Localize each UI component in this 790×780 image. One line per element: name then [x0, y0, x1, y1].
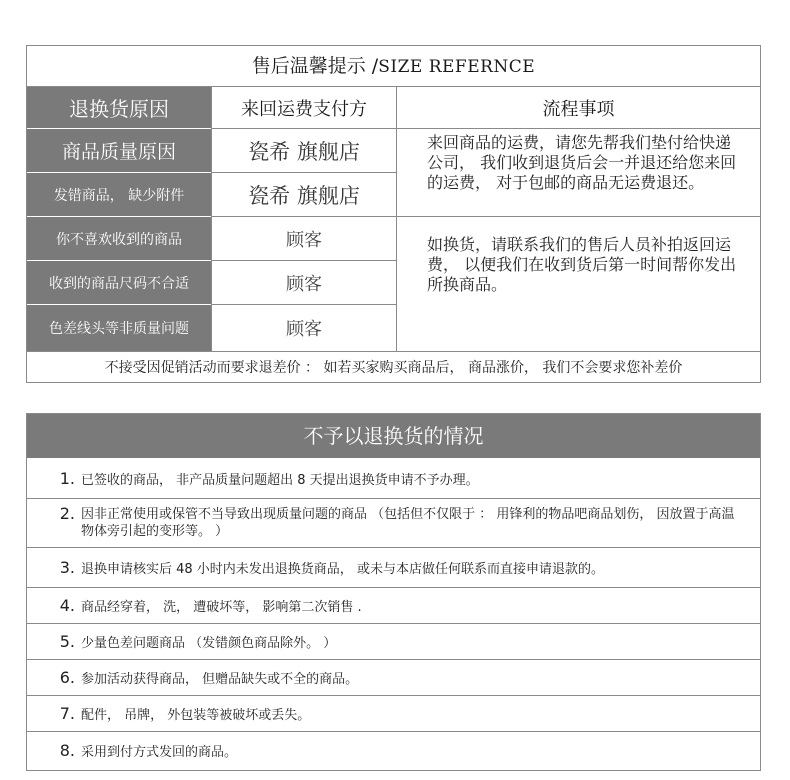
item-text: 少量色差问题商品 （发错颜色商品除外。 ） [81, 636, 337, 651]
payer-customer-3: 顾客 [211, 305, 396, 351]
item-number: 5. [59, 632, 75, 651]
payer-customer-1: 顾客 [211, 217, 396, 261]
process-store-paid: 来回商品的运费，请您先帮我们垫付给快递公司， 我们收到退货后会一并退还给您来回的运费， 对于包邮的商品无运费退还。 [396, 129, 760, 217]
header-process: 流程事项 [396, 87, 760, 129]
title-en: SIZE REFERNCE [378, 57, 536, 77]
item-text: 因非正常使用或保管不当导致出现质量问题的商品 （包括但不仅限于 ： 用锋利的物品吧商品划伤， 因放置于高温物体旁引起的变形等。 ） [81, 507, 735, 539]
reason-color: 色差线头等非质量问题 [27, 305, 211, 351]
list-item [27, 587, 760, 623]
reason-wrong-item: 发错商品， 缺少附件 [27, 173, 211, 217]
item-number: 8. [59, 741, 75, 760]
item-number: 1. [59, 468, 75, 488]
header-reason: 退换货原因 [27, 87, 211, 129]
item-text: 配件， 吊牌， 外包装等被破坏或丢失。 [81, 708, 311, 723]
list-item [27, 547, 760, 587]
item-number: 3. [59, 558, 75, 577]
item-number: 4. [59, 596, 75, 615]
after-sales-title [27, 46, 760, 87]
list-item [27, 731, 760, 769]
payer-store-1: 瓷希 旗舰店 [211, 129, 396, 173]
payer-store-2: 瓷希 旗舰店 [211, 173, 396, 217]
process-customer-paid: 如换货，请联系我们的售后人员补拍返回运费， 以便我们在收到货后第一时间帮你发出所换商品。 [396, 217, 760, 351]
item-text: 已签收的商品， 非产品质量问题超出 8 天提出退换货申请不予办理。 [81, 472, 479, 488]
no-return-title: 不予以退换货的情况 [27, 414, 760, 458]
no-return-list [27, 458, 760, 769]
list-item [27, 458, 760, 498]
item-text: 采用到付方式发回的商品。 [81, 745, 238, 760]
payer-customer-2: 顾客 [211, 261, 396, 305]
list-item [27, 498, 760, 547]
item-number: 7. [59, 704, 75, 723]
item-text: 退换申请核实后 48 小时内未发出退换货商品， 或未与本店做任何联系而直接申请退款的。 [81, 562, 604, 577]
reason-size: 收到的商品尺码不合适 [27, 261, 211, 305]
list-item [27, 695, 760, 731]
header-payer: 来回运费支付方 [211, 87, 396, 129]
item-text: 商品经穿着， 洗， 遭破坏等， 影响第二次销售 . [81, 600, 362, 615]
reason-quality: 商品质量原因 [27, 129, 211, 173]
item-number: 2. [59, 504, 75, 523]
no-return-table [26, 413, 761, 771]
price-difference-note: 不接受因促销活动而要求退差价 ： 如若买家购买商品后， 商品涨价， 我们不会要求您补差价 [104, 360, 683, 376]
reason-dislike: 你不喜欢收到的商品 [27, 217, 211, 261]
list-item [27, 623, 760, 659]
fee-grid [27, 87, 760, 352]
list-item [27, 659, 760, 695]
item-text: 参加活动获得商品， 但赠品缺失或不全的商品。 [81, 672, 359, 687]
item-number: 6. [59, 668, 75, 687]
after-sales-table [26, 45, 761, 383]
title-cn: 售后温馨提示 / [251, 55, 379, 77]
